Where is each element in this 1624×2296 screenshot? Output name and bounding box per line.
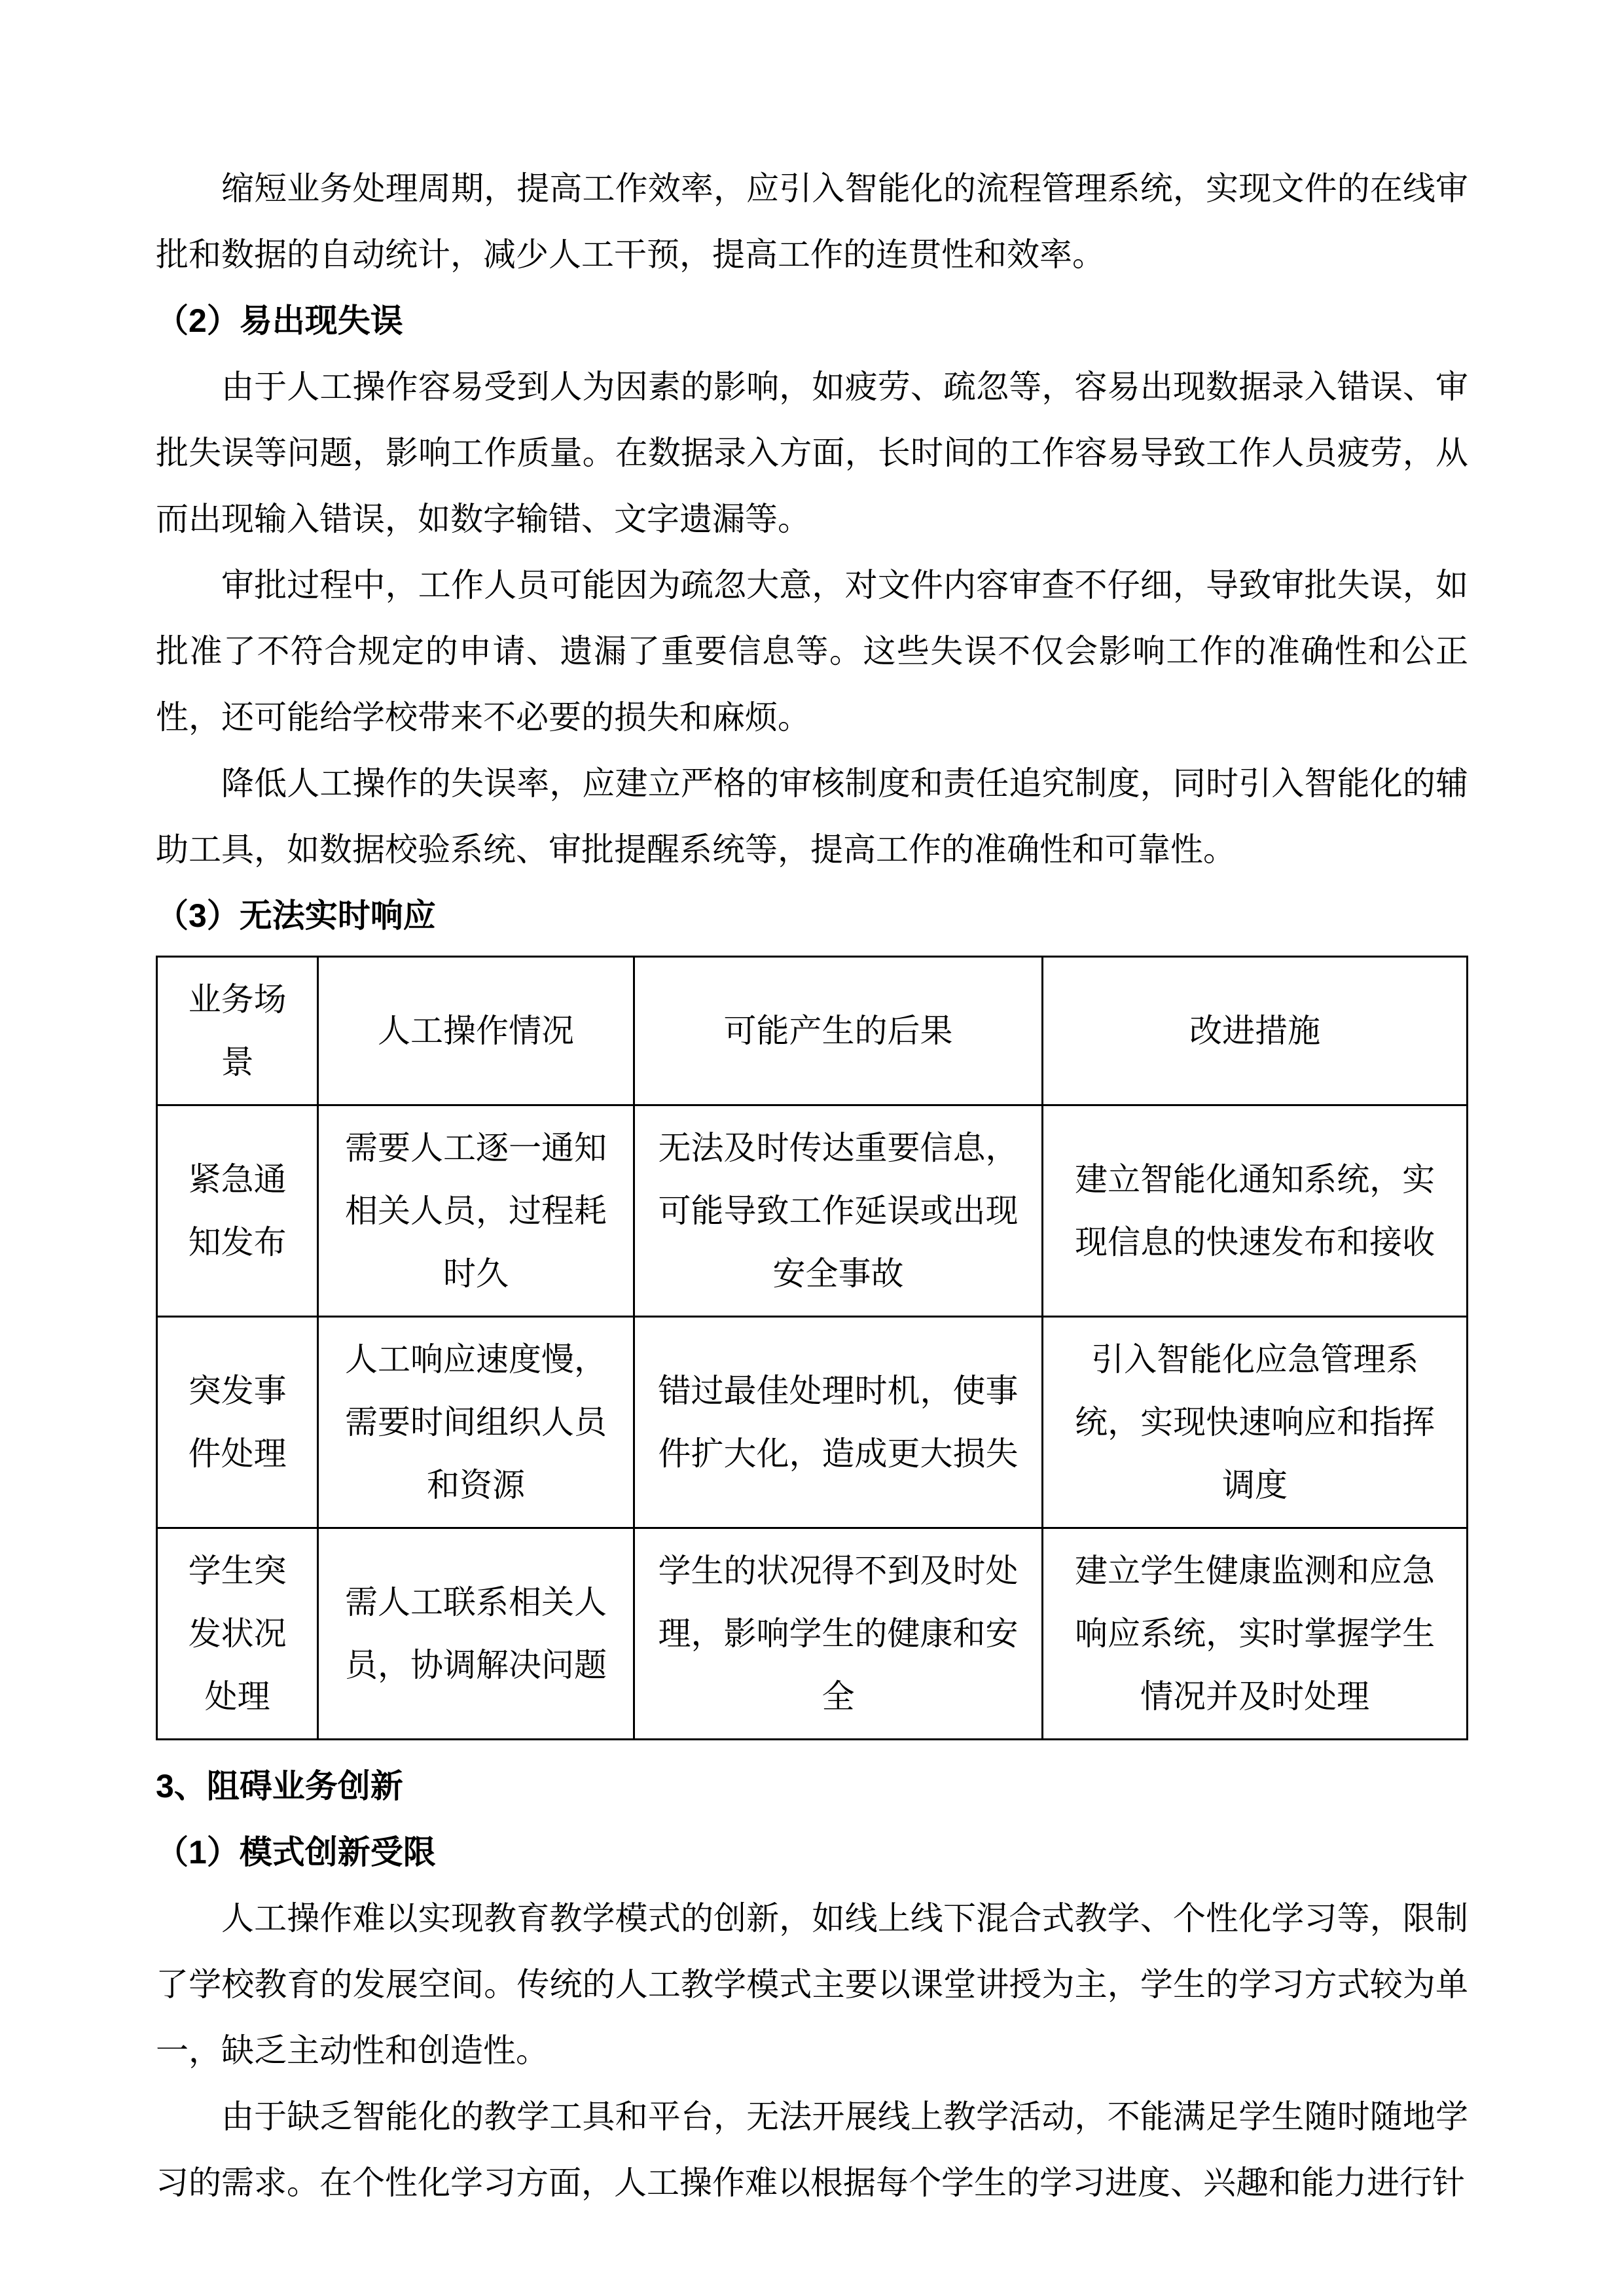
table-cell-scenario: 突发事件处理 [157, 1317, 318, 1528]
table-header-improvement: 改进措施 [1043, 957, 1468, 1105]
table-cell-improvement: 引入智能化应急管理系统，实现快速响应和指挥调度 [1043, 1317, 1468, 1528]
table-cell-improvement: 建立智能化通知系统，实现信息的快速发布和接收 [1043, 1105, 1468, 1317]
heading-hinder-innovation: 3、阻碍业务创新 [156, 1768, 403, 1804]
table-cell-consequence: 学生的状况得不到及时处理，影响学生的健康和安全 [634, 1528, 1043, 1740]
paragraph-mode-2: 由于缺乏智能化的教学工具和平台，无法开展线上教学活动，不能满足学生随时随地学习的需求。在个性化学习方面，人工操作难以根据每个学生的学习进度、兴趣和能力进行针 [156, 2098, 1468, 2201]
heading-easy-mistakes: （2）易出现失误 [156, 302, 403, 339]
paragraph-mistakes-1: 由于人工操作容易受到人为因素的影响，如疲劳、疏忽等，容易出现数据录入错误、审批失误等问题，影响工作质量。在数据录入方面，长时间的工作容易导致工作人员疲劳，从而出现输入错误，如数字输错、文字遗漏等。 [156, 368, 1468, 537]
table-cell-manual-operation: 人工响应速度慢，需要时间组织人员和资源 [318, 1317, 634, 1528]
table-header-consequence: 可能产生的后果 [634, 957, 1043, 1105]
table-cell-consequence: 无法及时传达重要信息，可能导致工作延误或出现安全事故 [634, 1105, 1043, 1317]
paragraph-mistakes-3: 降低人工操作的失误率，应建立严格的审核制度和责任追究制度，同时引入智能化的辅助工具，如数据校验系统、审批提醒系统等，提高工作的准确性和可靠性。 [156, 765, 1468, 868]
table-header-row [157, 957, 1468, 1105]
paragraph-mistakes-2: 审批过程中，工作人员可能因为疏忽大意，对文件内容审查不仔细，导致审批失误，如批准了不符合规定的申请、遗漏了重要信息等。这些失误不仅会影响工作的准确性和公正性，还可能给学校带来不必要的损失和麻烦。 [156, 567, 1468, 736]
table-cell-scenario: 紧急通知发布 [157, 1105, 318, 1317]
table-cell-improvement: 建立学生健康监测和应急响应系统，实时掌握学生情况并及时处理 [1043, 1528, 1468, 1740]
table-row [157, 1105, 1468, 1317]
table-cell-consequence: 错过最佳处理时机，使事件扩大化，造成更大损失 [634, 1317, 1043, 1528]
table-header-manual-operation: 人工操作情况 [318, 957, 634, 1105]
heading-no-realtime-response: （3）无法实时响应 [156, 897, 436, 934]
table-cell-scenario: 学生突发状况处理 [157, 1528, 318, 1740]
heading-mode-innovation-limited: （1）模式创新受限 [156, 1834, 436, 1871]
paragraph-workflow: 缩短业务处理周期，提高工作效率，应引入智能化的流程管理系统，实现文件的在线审批和数据的自动统计，减少人工干预，提高工作的连贯性和效率。 [156, 170, 1468, 273]
table-header-scenario: 业务场景 [157, 957, 318, 1105]
realtime-response-table [156, 956, 1468, 1740]
table-row [157, 1317, 1468, 1528]
paragraph-mode-1: 人工操作难以实现教育教学模式的创新，如线上线下混合式教学、个性化学习等，限制了学校教育的发展空间。传统的人工教学模式主要以课堂讲授为主，学生的学习方式较为单一，缺乏主动性和创造性。 [156, 1900, 1468, 2069]
table-cell-manual-operation: 需人工联系相关人员，协调解决问题 [318, 1528, 634, 1740]
table-cell-manual-operation: 需要人工逐一通知相关人员，过程耗时久 [318, 1105, 634, 1317]
table-row [157, 1528, 1468, 1740]
